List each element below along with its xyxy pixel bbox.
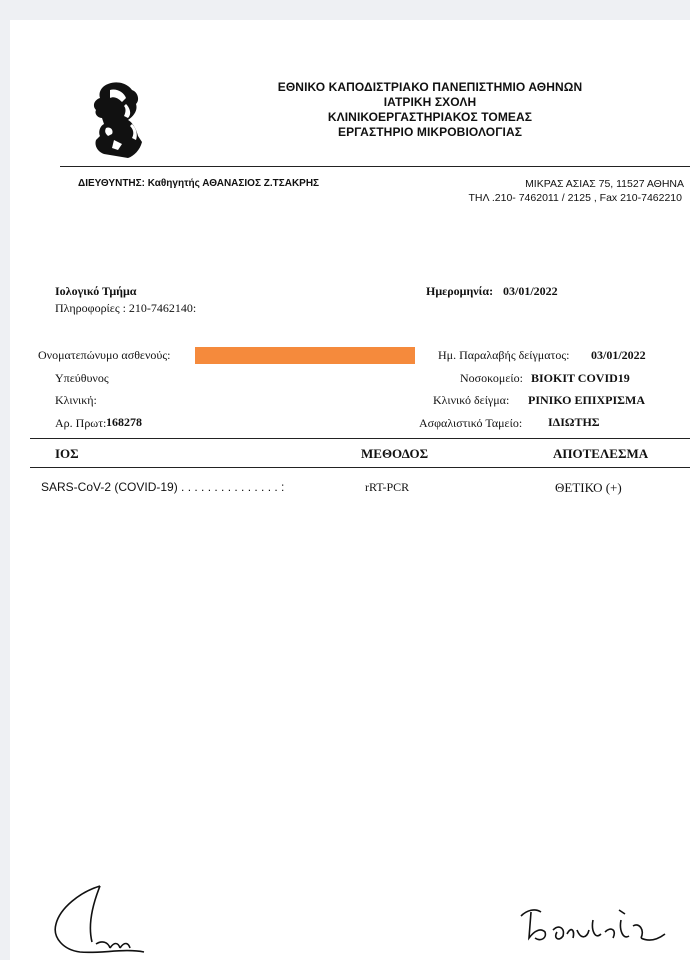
col-header-method: ΜΕΘΟΔΟΣ bbox=[361, 446, 429, 461]
insurance-value: ΙΔΙΩΤΗΣ bbox=[548, 415, 600, 429]
date-value: 03/01/2022 bbox=[503, 284, 558, 298]
contact-info: Πληροφορίες : 210-7462140: bbox=[55, 301, 197, 315]
phone-line: ΤΗΛ .210- 7462011 / 2125 , Fax 210-7462210 bbox=[468, 192, 682, 204]
table-header-rule bbox=[30, 467, 690, 468]
lab-title: ΕΡΓΑΣΤΗΡΙΟ ΜΙΚΡΟΒΙΟΛΟΓΙΑΣ bbox=[337, 125, 523, 139]
redaction-bar bbox=[195, 347, 415, 364]
date-label: Ημερομηνία: bbox=[426, 284, 494, 298]
insurance-label: Ασφαλιστικό Ταμείο: bbox=[419, 416, 523, 430]
hospital-value: ΒΙΟΚΙΤ COVID19 bbox=[531, 371, 630, 385]
result-cell: ΘΕΤΙΚΟ (+) bbox=[555, 480, 622, 495]
protocol-value: 168278 bbox=[106, 415, 142, 429]
received-label: Ημ. Παραλαβής δείγματος: bbox=[438, 348, 570, 362]
virus-cell: SARS-CoV-2 (COVID-19) . . . . . . . . . . . . . . . : bbox=[41, 480, 285, 494]
signature-right-icon bbox=[515, 900, 675, 950]
col-header-virus: ΙΟΣ bbox=[55, 446, 79, 461]
school-title: ΙΑΤΡΙΚΗ ΣΧΟΛΗ bbox=[383, 95, 477, 109]
protocol-label: Αρ. Πρωτ: bbox=[55, 416, 107, 430]
hospital-label: Νοσοκομείο: bbox=[460, 371, 523, 385]
lab-report-page bbox=[10, 20, 690, 960]
department-title: ΚΛΙΝΙΚΟΕΡΓΑΣΤΗΡΙΑΚΟΣ ΤΟΜΕΑΣ bbox=[327, 110, 533, 124]
university-title: ΕΘΝΙΚΟ ΚΑΠΟΔΙΣΤΡΙΑΚΟ ΠΑΝΕΠΙΣΤΗΜΙΟ ΑΘΗΝΩΝ bbox=[277, 80, 583, 94]
athena-logo-icon bbox=[88, 80, 150, 160]
address-line: ΜΙΚΡΑΣ ΑΣΙΑΣ 75, 11527 ΑΘΗΝΑ bbox=[525, 178, 684, 190]
received-value: 03/01/2022 bbox=[591, 348, 646, 362]
signature-left-icon bbox=[40, 880, 160, 960]
clinic-label: Κλινική: bbox=[55, 393, 97, 407]
table-top-rule bbox=[30, 438, 690, 439]
method-cell: rRT-PCR bbox=[365, 480, 410, 494]
header-divider bbox=[60, 166, 690, 167]
sample-value: ΡΙΝΙΚΟ ΕΠΙΧΡΙΣΜΑ bbox=[528, 393, 645, 407]
responsible-label: Υπεύθυνος bbox=[55, 371, 109, 385]
col-header-result: ΑΠΟΤΕΛΕΣΜΑ bbox=[553, 446, 649, 461]
sample-label: Κλινικό δείγμα: bbox=[433, 393, 510, 407]
section-name: Ιολογικό Τμήμα bbox=[55, 284, 137, 298]
director-line: ΔΙΕΥΘΥΝΤΗΣ: Καθηγητής ΑΘΑΝΑΣΙΟΣ Ζ.ΤΣΑΚΡΗΣ bbox=[78, 178, 320, 189]
patient-name-label: Ονοματεπώνυμο ασθενούς: bbox=[38, 348, 171, 362]
